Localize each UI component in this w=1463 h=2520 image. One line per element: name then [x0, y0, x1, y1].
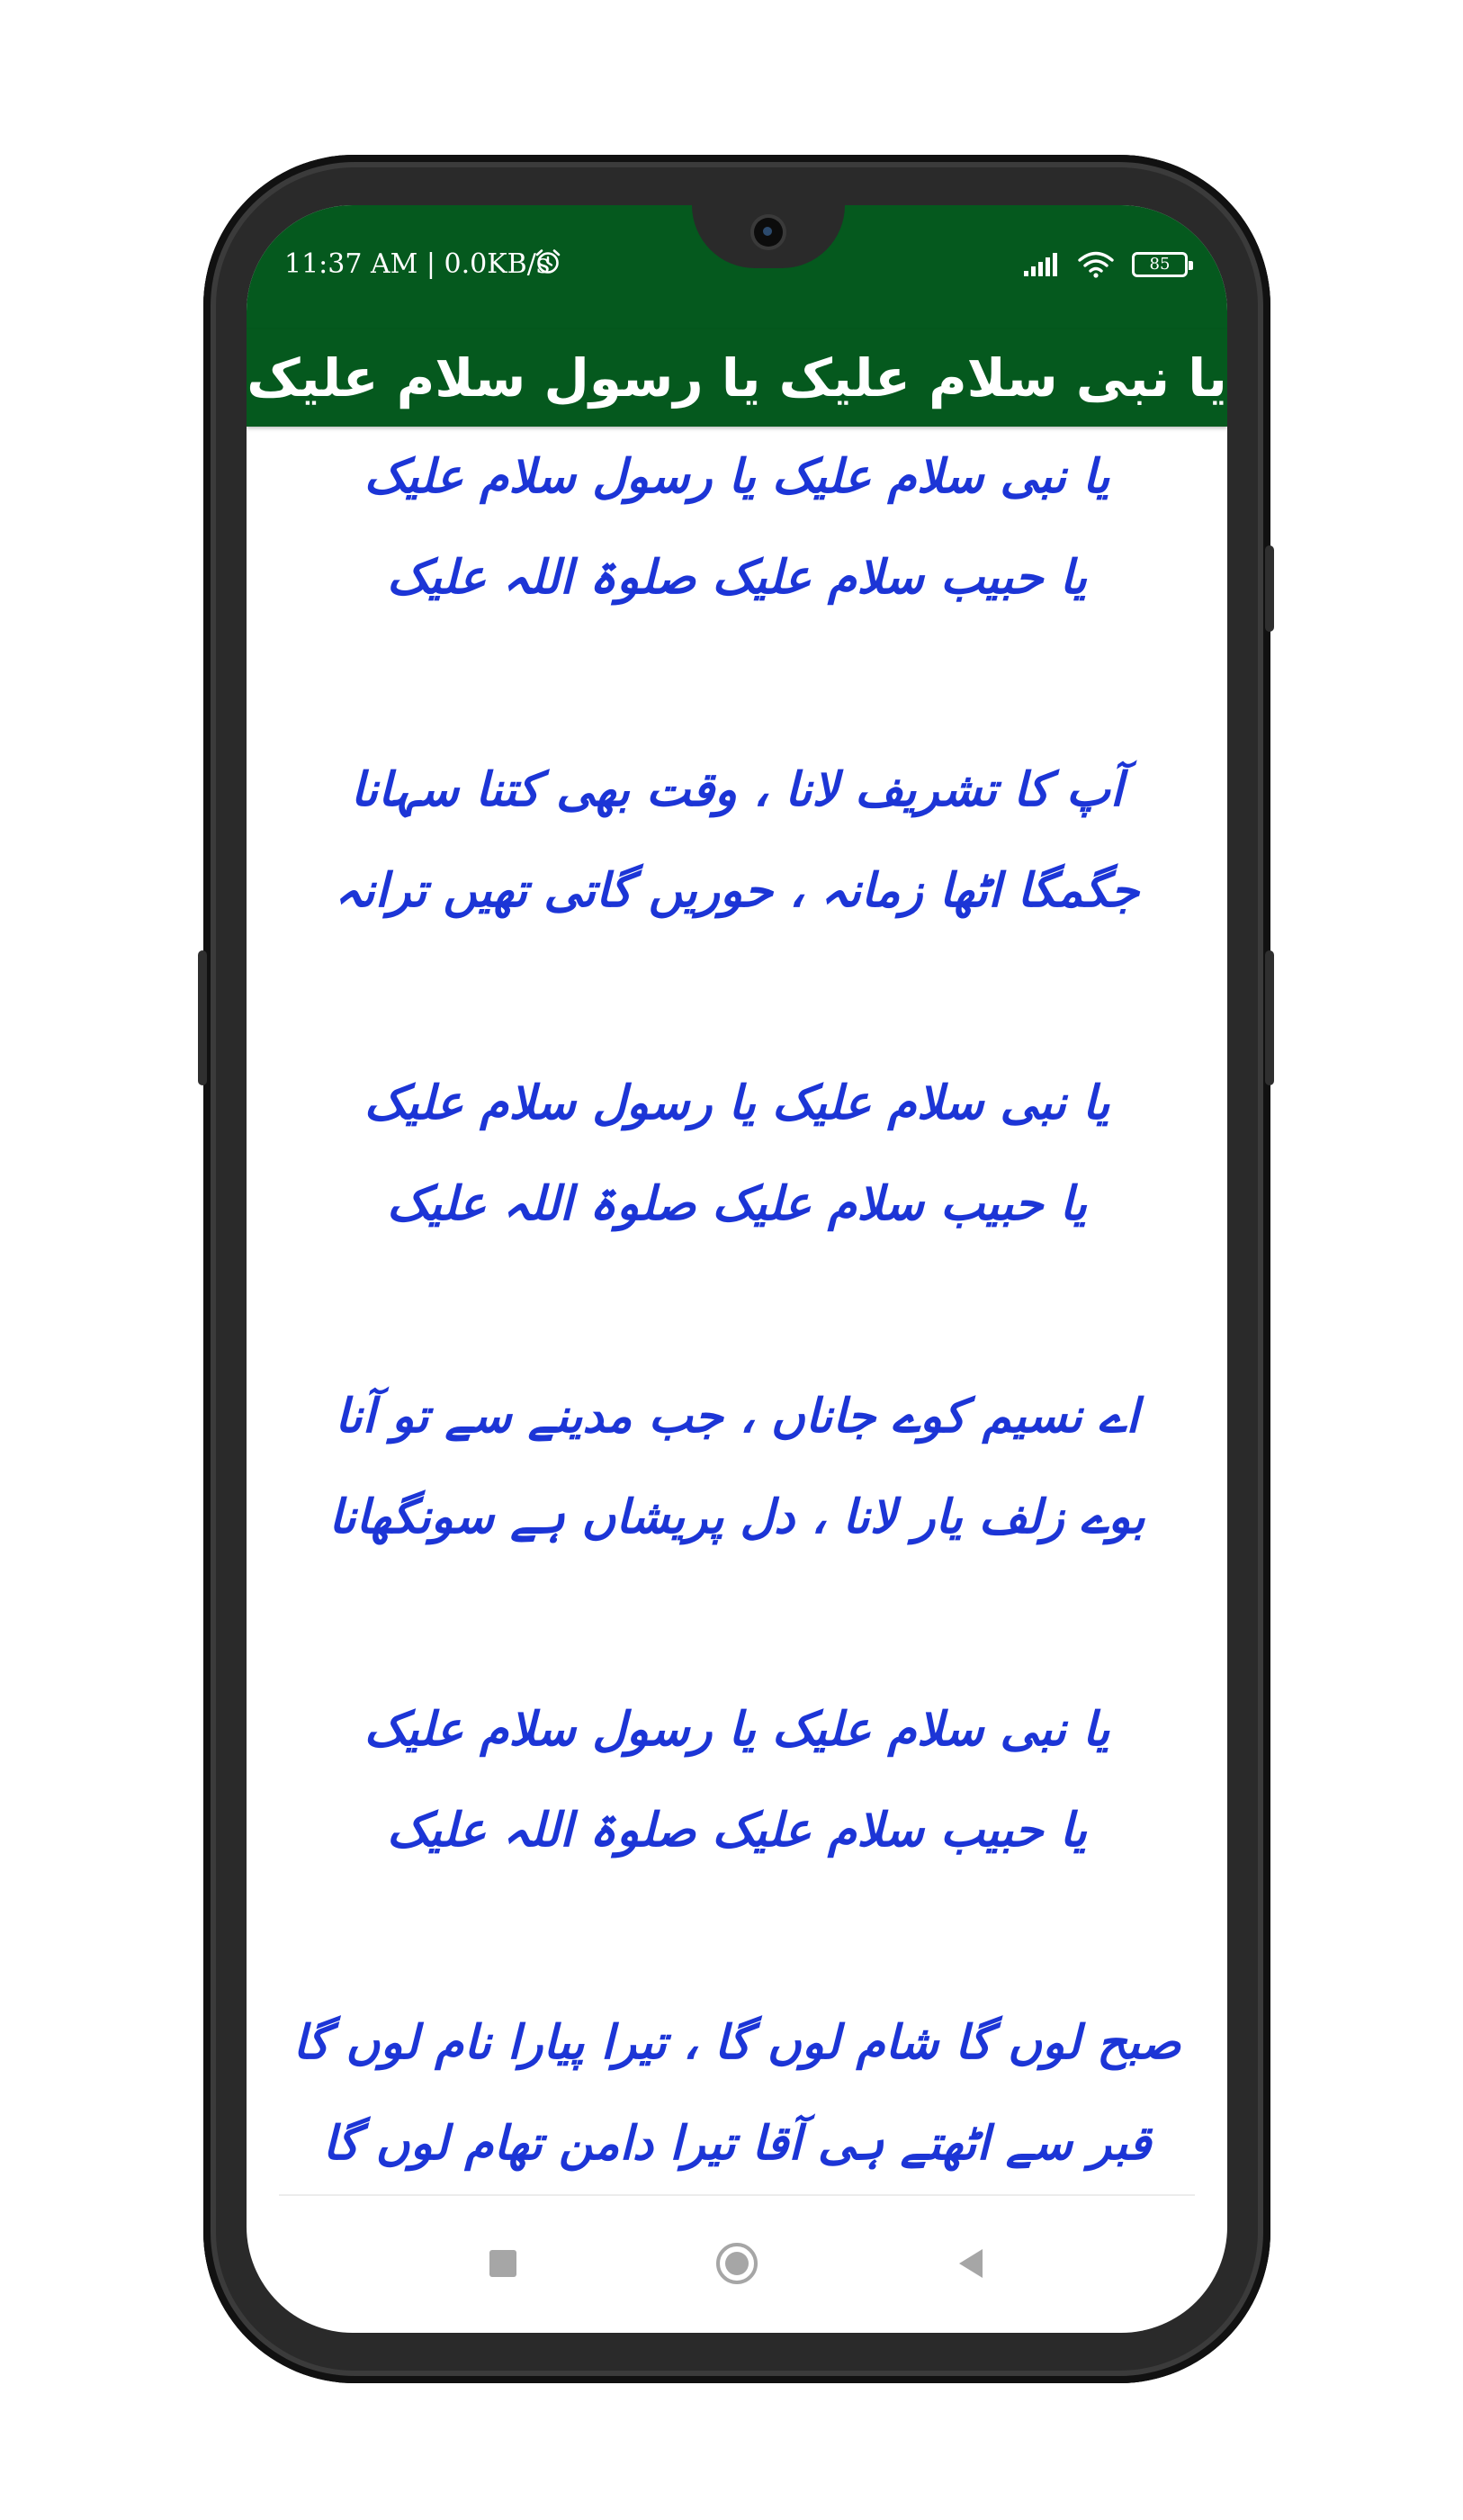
home-button[interactable] — [714, 2241, 759, 2286]
stanza — [247, 740, 1227, 941]
verse-line: جگمگا اٹھا زمانہ ، حوریں گاتی تھیں ترانہ — [334, 864, 1140, 918]
battery-icon — [1132, 252, 1188, 277]
stanza — [247, 1993, 1227, 2191]
verse-line: یا نبی سلام علیک یا رسول سلام علیک — [364, 450, 1110, 504]
wifi-icon — [1078, 251, 1114, 278]
alarm-icon — [534, 248, 561, 275]
stanza — [247, 1053, 1227, 1255]
navigation-bar — [247, 2196, 1227, 2333]
signal-icon — [1024, 253, 1060, 276]
verse-line: بوے زلف یار لانا ، دل پریشاں ہے سونگھانا — [328, 1490, 1145, 1544]
app-title: یا نبی سلام علیک یا رسول سلام علیک — [247, 347, 1227, 409]
volume-up-button — [1265, 950, 1274, 1085]
stanza — [247, 427, 1227, 628]
back-button[interactable] — [948, 2241, 993, 2286]
volume-down-button — [198, 950, 207, 1085]
verse-content[interactable] — [247, 427, 1227, 2191]
status-bar — [247, 205, 1227, 329]
verse-line: قبر سے اٹھتے ہی آقا تیرا دامن تھام لوں گا — [322, 2117, 1152, 2171]
verse-line: اے نسیم کوے جاناں ، جب مدینے سے تو آنا — [335, 1390, 1139, 1444]
battery-level: 85 — [1149, 255, 1171, 274]
verse-line: یا نبی سلام علیک یا رسول سلام علیک — [364, 1076, 1110, 1130]
app-bar — [247, 329, 1227, 427]
status-time-speed: 11:37 AM | 0.0KB/s — [284, 248, 551, 280]
power-button — [1265, 545, 1274, 632]
status-icons — [1024, 248, 1188, 281]
verse-line: یا نبی سلام علیک یا رسول سلام علیک — [364, 1703, 1110, 1757]
verse-line: صبح لوں گا شام لوں گا ، تیرا پیارا نام لوں گا — [292, 2016, 1181, 2070]
screen — [247, 205, 1227, 2333]
stanza — [247, 1366, 1227, 1568]
square-icon — [489, 2250, 516, 2277]
front-camera — [754, 218, 783, 247]
verse-line: آپ کا تشریف لانا ، وقت بھی کتنا سہانا — [350, 763, 1124, 817]
stanza — [247, 1679, 1227, 1881]
recent-apps-button[interactable] — [480, 2241, 525, 2286]
verse-line: یا حبیب سلام علیک صلوۃ اللہ علیک — [387, 1177, 1087, 1231]
triangle-back-icon — [959, 2249, 983, 2278]
verse-line: یا حبیب سلام علیک صلوۃ اللہ علیک — [387, 551, 1087, 605]
circle-icon — [718, 2245, 756, 2282]
verse-line: یا حبیب سلام علیک صلوۃ اللہ علیک — [387, 1804, 1087, 1858]
